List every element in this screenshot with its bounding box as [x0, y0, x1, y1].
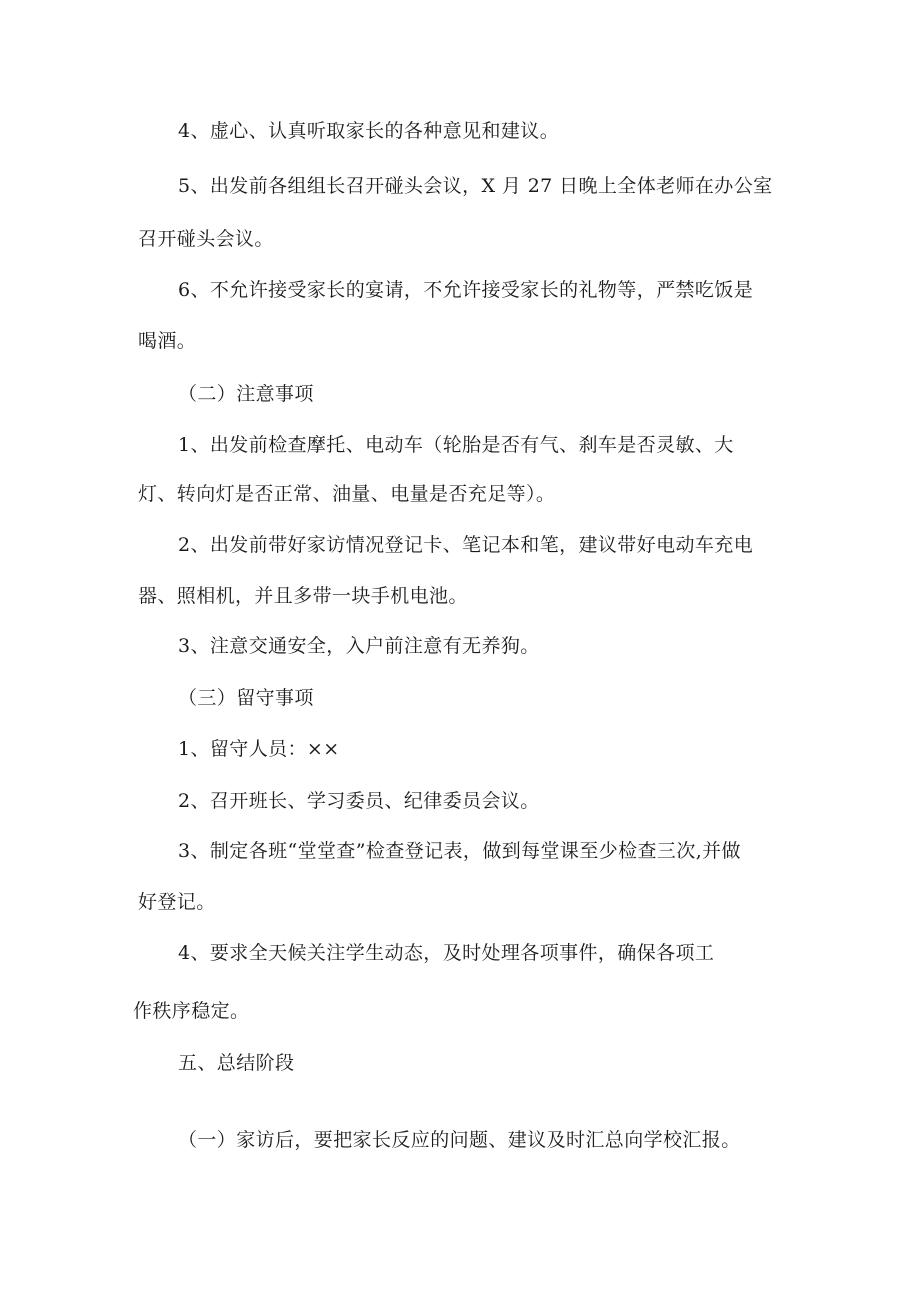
paragraph-line: 1、留守人员：×× — [178, 738, 340, 760]
section-heading: （三）留守事项 — [178, 687, 314, 709]
paragraph-line: 好登记。 — [138, 891, 216, 913]
paragraph-line: 5、出发前各组组长召开碰头会议，X 月 27 日晚上全体老师在办公室 — [178, 175, 773, 197]
paragraph-line: 召开碰头会议。 — [138, 228, 274, 250]
paragraph-line: 6、不允许接受家长的宴请，不允许接受家长的礼物等，严禁吃饭是 — [178, 279, 754, 301]
paragraph-line: 3、注意交通安全，入户前注意有无养狗。 — [178, 635, 540, 657]
paragraph-line: 4、要求全天候关注学生动态，及时处理各项事件，确保各项工 — [178, 942, 715, 964]
paragraph-line: 灯、转向灯是否正常、油量、电量是否充足等）。 — [138, 483, 556, 505]
paragraph-line: 喝酒。 — [138, 330, 197, 352]
paragraph-line: 作秩序稳定。 — [133, 1000, 250, 1022]
section-heading: （二）注意事项 — [178, 383, 314, 405]
paragraph-line: 3、制定各班“堂堂查”检查登记表，做到每堂课至少检查三次,并做 — [178, 840, 741, 862]
paragraph-line: 2、出发前带好家访情况登记卡、笔记本和笔，建议带好电动车充电 — [178, 534, 754, 556]
section-heading: 五、总结阶段 — [178, 1052, 295, 1074]
paragraph-line: （一）家访后，要把家长反应的问题、建议及时汇总向学校汇报。 — [178, 1129, 741, 1151]
paragraph-line: 2、召开班长、学习委员、纪律委员会议。 — [178, 790, 540, 812]
paragraph-line: 器、照相机，并且多带一块手机电池。 — [138, 585, 468, 607]
paragraph-line: 4、虚心、认真听取家长的各种意见和建议。 — [178, 120, 560, 142]
paragraph-line: 1、出发前检查摩托、电动车（轮胎是否有气、刹车是否灵敏、大 — [178, 434, 734, 456]
